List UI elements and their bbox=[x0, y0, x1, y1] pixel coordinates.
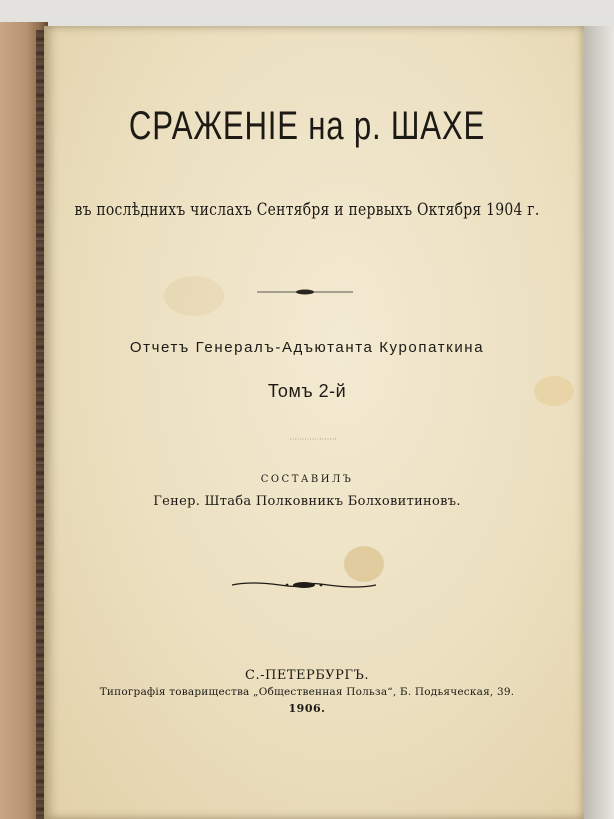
author-line: Генер. Штаба Полковникъ Болховитиновъ. bbox=[153, 494, 461, 509]
imprint-press: Типографія товарищества „Общественная Польза“, Б. Подьяческая, 39. bbox=[99, 686, 515, 698]
book-title: СРАЖЕНІЕ на р. ШАХЕ bbox=[128, 104, 486, 148]
imprint-city: С.-ПЕТЕРБУРГЪ. bbox=[245, 668, 369, 683]
volume-label: Томъ 2-й bbox=[267, 381, 347, 401]
imprint-year: 1906. bbox=[288, 702, 326, 715]
thin-dotted-rule bbox=[290, 437, 336, 441]
scroll-rule-ornament bbox=[230, 578, 378, 592]
background-surface bbox=[584, 26, 614, 819]
report-line: Отчетъ Генералъ-Адъютанта Куропаткина bbox=[129, 339, 485, 356]
paper-stain bbox=[344, 546, 384, 582]
double-rule-dash-ornament bbox=[255, 287, 355, 297]
compiled-by-label: СОСТАВИЛЪ bbox=[260, 474, 354, 485]
book-subtitle: въ послѣднихъ числахъ Сентября и первыхъ Октября 1904 г. bbox=[74, 200, 540, 220]
paper-stain bbox=[164, 276, 224, 316]
